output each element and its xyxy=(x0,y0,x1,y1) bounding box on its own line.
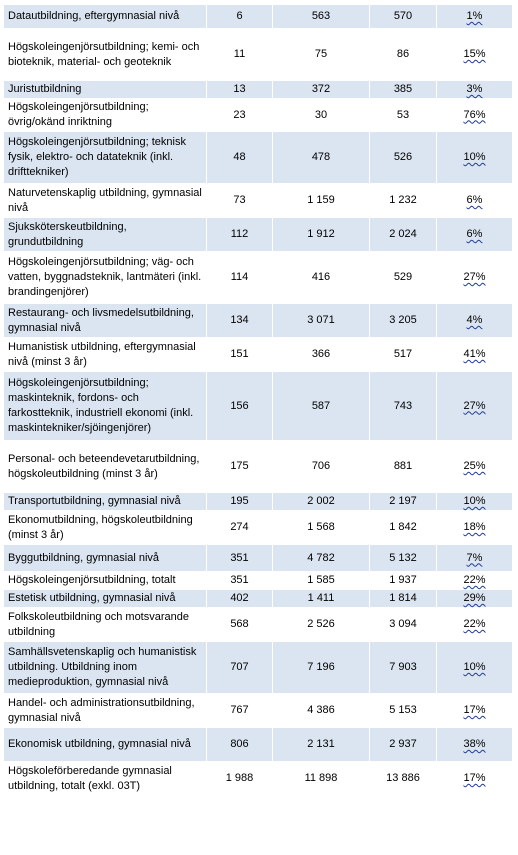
percentage-cell xyxy=(437,572,513,590)
table-row xyxy=(4,81,513,99)
education-name-cell: Högskoleingenjörsutbildning; teknisk fysik, elektro- och datateknik (inkl. drifttekniker) xyxy=(4,132,207,184)
count-a-cell: 707 xyxy=(207,642,273,694)
total-cell: 1 814 xyxy=(370,590,437,608)
education-name-cell: Högskoleingenjörsutbildning, totalt xyxy=(4,572,207,590)
count-a-cell: 151 xyxy=(207,338,273,372)
percentage-cell xyxy=(437,252,513,304)
education-name-cell: Personal- och beteendevetarutbildning, högskoleutbildning (minst 3 år) xyxy=(4,441,207,493)
table-row xyxy=(4,441,513,493)
count-b-cell: 11 898 xyxy=(273,762,370,796)
total-cell: 53 xyxy=(370,99,437,132)
count-b-cell: 372 xyxy=(273,81,370,99)
count-a-cell: 351 xyxy=(207,545,273,572)
education-name-cell: Estetisk utbildning, gymnasial nivå xyxy=(4,590,207,608)
total-cell: 570 xyxy=(370,5,437,29)
count-b-cell: 2 526 xyxy=(273,608,370,642)
education-statistics-table xyxy=(3,4,513,796)
count-b-cell: 706 xyxy=(273,441,370,493)
count-a-cell: 11 xyxy=(207,29,273,81)
count-a-cell: 13 xyxy=(207,81,273,99)
table-row xyxy=(4,99,513,132)
count-a-cell: 1 988 xyxy=(207,762,273,796)
education-name-cell: Byggutbildning, gymnasial nivå xyxy=(4,545,207,572)
percentage-value: 10% xyxy=(463,495,486,507)
percentage-cell xyxy=(437,728,513,762)
statistics-table-container xyxy=(3,4,513,796)
count-a-cell: 6 xyxy=(207,5,273,29)
count-a-cell: 156 xyxy=(207,372,273,441)
table-row xyxy=(4,590,513,608)
total-cell: 529 xyxy=(370,252,437,304)
education-name-cell: Naturvetenskaplig utbildning, gymnasial nivå xyxy=(4,184,207,218)
total-cell: 5 153 xyxy=(370,694,437,728)
table-row xyxy=(4,132,513,184)
percentage-cell xyxy=(437,81,513,99)
total-cell: 3 094 xyxy=(370,608,437,642)
count-a-cell: 274 xyxy=(207,511,273,545)
count-b-cell: 75 xyxy=(273,29,370,81)
percentage-cell xyxy=(437,338,513,372)
total-cell: 881 xyxy=(370,441,437,493)
total-cell: 1 937 xyxy=(370,572,437,590)
percentage-value: 15% xyxy=(463,48,486,60)
education-name-cell: Ekonomutbildning, högskoleutbildning (minst 3 år) xyxy=(4,511,207,545)
count-b-cell: 1 411 xyxy=(273,590,370,608)
percentage-value: 18% xyxy=(463,521,486,533)
count-a-cell: 351 xyxy=(207,572,273,590)
percentage-value: 3% xyxy=(466,83,483,95)
count-a-cell: 402 xyxy=(207,590,273,608)
table-row xyxy=(4,762,513,796)
education-name-cell: Samhällsvetenskaplig och humanistisk utbildning. Utbildning inom medieproduktion, gymnasial nivå xyxy=(4,642,207,694)
percentage-value: 38% xyxy=(463,738,486,750)
table-row xyxy=(4,29,513,81)
count-a-cell: 112 xyxy=(207,218,273,252)
education-name-cell: Datautbildning, eftergymnasial nivå xyxy=(4,5,207,29)
count-b-cell: 2 002 xyxy=(273,493,370,511)
total-cell: 526 xyxy=(370,132,437,184)
count-b-cell: 7 196 xyxy=(273,642,370,694)
education-name-cell: Transportutbildning, gymnasial nivå xyxy=(4,493,207,511)
percentage-value: 6% xyxy=(466,228,483,240)
table-row xyxy=(4,304,513,338)
table-row xyxy=(4,338,513,372)
total-cell: 3 205 xyxy=(370,304,437,338)
count-a-cell: 114 xyxy=(207,252,273,304)
percentage-value: 1% xyxy=(466,10,483,22)
total-cell: 2 024 xyxy=(370,218,437,252)
percentage-value: 22% xyxy=(463,574,486,586)
percentage-value: 10% xyxy=(463,661,486,673)
education-name-cell: Restaurang- och livsmedelsutbildning, gymnasial nivå xyxy=(4,304,207,338)
count-b-cell: 563 xyxy=(273,5,370,29)
count-b-cell: 1 568 xyxy=(273,511,370,545)
count-a-cell: 23 xyxy=(207,99,273,132)
education-name-cell: Ekonomisk utbildning, gymnasial nivå xyxy=(4,728,207,762)
count-b-cell: 30 xyxy=(273,99,370,132)
percentage-cell xyxy=(437,29,513,81)
count-a-cell: 48 xyxy=(207,132,273,184)
education-name-cell: Högskoleingenjörsutbildning; kemi- och bioteknik, material- och geoteknik xyxy=(4,29,207,81)
percentage-value: 25% xyxy=(463,460,486,472)
percentage-cell xyxy=(437,132,513,184)
education-name-cell: Högskoleingenjörsutbildning; maskinteknik, fordons- och farkostteknik, industriell ekonomi (inkl. maskintekniker/sjöingenjörer) xyxy=(4,372,207,441)
percentage-cell xyxy=(437,218,513,252)
percentage-cell xyxy=(437,590,513,608)
education-name-cell: Juristutbildning xyxy=(4,81,207,99)
table-row xyxy=(4,642,513,694)
table-row xyxy=(4,184,513,218)
table-row xyxy=(4,728,513,762)
percentage-cell xyxy=(437,184,513,218)
table-row xyxy=(4,608,513,642)
education-name-cell: Högskoleingenjörsutbildning; väg- och vatten, byggnadsteknik, lantmäteri (inkl. brandingenjörer) xyxy=(4,252,207,304)
count-b-cell: 3 071 xyxy=(273,304,370,338)
count-a-cell: 73 xyxy=(207,184,273,218)
table-body xyxy=(4,5,513,796)
percentage-cell xyxy=(437,642,513,694)
percentage-cell xyxy=(437,545,513,572)
percentage-cell xyxy=(437,99,513,132)
percentage-value: 76% xyxy=(463,108,486,121)
table-row xyxy=(4,545,513,572)
count-b-cell: 587 xyxy=(273,372,370,441)
table-row xyxy=(4,493,513,511)
education-name-cell: Humanistisk utbildning, eftergymnasial nivå (minst 3 år) xyxy=(4,338,207,372)
count-a-cell: 175 xyxy=(207,441,273,493)
total-cell: 743 xyxy=(370,372,437,441)
count-b-cell: 2 131 xyxy=(273,728,370,762)
count-a-cell: 806 xyxy=(207,728,273,762)
total-cell: 385 xyxy=(370,81,437,99)
percentage-value: 27% xyxy=(463,271,486,283)
count-b-cell: 478 xyxy=(273,132,370,184)
percentage-value: 22% xyxy=(463,618,486,630)
total-cell: 1 842 xyxy=(370,511,437,545)
count-b-cell: 1 912 xyxy=(273,218,370,252)
percentage-cell xyxy=(437,372,513,441)
percentage-value: 41% xyxy=(463,348,486,360)
count-b-cell: 4 782 xyxy=(273,545,370,572)
percentage-value: 17% xyxy=(463,772,486,784)
count-a-cell: 568 xyxy=(207,608,273,642)
education-name-cell: Högskoleförberedande gymnasial utbildning, totalt (exkl. 03T) xyxy=(4,762,207,796)
percentage-value: 29% xyxy=(463,592,486,604)
table-row xyxy=(4,252,513,304)
table-row xyxy=(4,218,513,252)
count-b-cell: 1 159 xyxy=(273,184,370,218)
percentage-value: 17% xyxy=(463,704,486,716)
total-cell: 2 197 xyxy=(370,493,437,511)
count-a-cell: 195 xyxy=(207,493,273,511)
table-row xyxy=(4,372,513,441)
table-row xyxy=(4,5,513,29)
percentage-cell xyxy=(437,694,513,728)
percentage-value: 4% xyxy=(466,314,483,326)
total-cell: 13 886 xyxy=(370,762,437,796)
total-cell: 5 132 xyxy=(370,545,437,572)
education-name-cell: Handel- och administrationsutbildning, gymnasial nivå xyxy=(4,694,207,728)
count-a-cell: 767 xyxy=(207,694,273,728)
percentage-cell xyxy=(437,441,513,493)
percentage-cell xyxy=(437,608,513,642)
count-b-cell: 1 585 xyxy=(273,572,370,590)
percentage-cell xyxy=(437,493,513,511)
percentage-cell xyxy=(437,762,513,796)
table-row xyxy=(4,511,513,545)
count-a-cell: 134 xyxy=(207,304,273,338)
count-b-cell: 4 386 xyxy=(273,694,370,728)
percentage-value: 10% xyxy=(463,151,486,163)
education-name-cell: Sjuksköterskeutbildning, grundutbildning xyxy=(4,218,207,252)
percentage-value: 6% xyxy=(466,194,483,206)
table-row xyxy=(4,572,513,590)
total-cell: 517 xyxy=(370,338,437,372)
count-b-cell: 416 xyxy=(273,252,370,304)
education-name-cell: Folkskoleutbildning och motsvarande utbildning xyxy=(4,608,207,642)
count-b-cell: 366 xyxy=(273,338,370,372)
total-cell: 7 903 xyxy=(370,642,437,694)
total-cell: 1 232 xyxy=(370,184,437,218)
percentage-cell xyxy=(437,5,513,29)
total-cell: 86 xyxy=(370,29,437,81)
percentage-value: 7% xyxy=(466,551,483,564)
education-name-cell: Högskoleingenjörsutbildning; övrig/okänd inriktning xyxy=(4,99,207,132)
percentage-cell xyxy=(437,511,513,545)
percentage-cell xyxy=(437,304,513,338)
total-cell: 2 937 xyxy=(370,728,437,762)
table-row xyxy=(4,694,513,728)
percentage-value: 27% xyxy=(463,399,486,412)
